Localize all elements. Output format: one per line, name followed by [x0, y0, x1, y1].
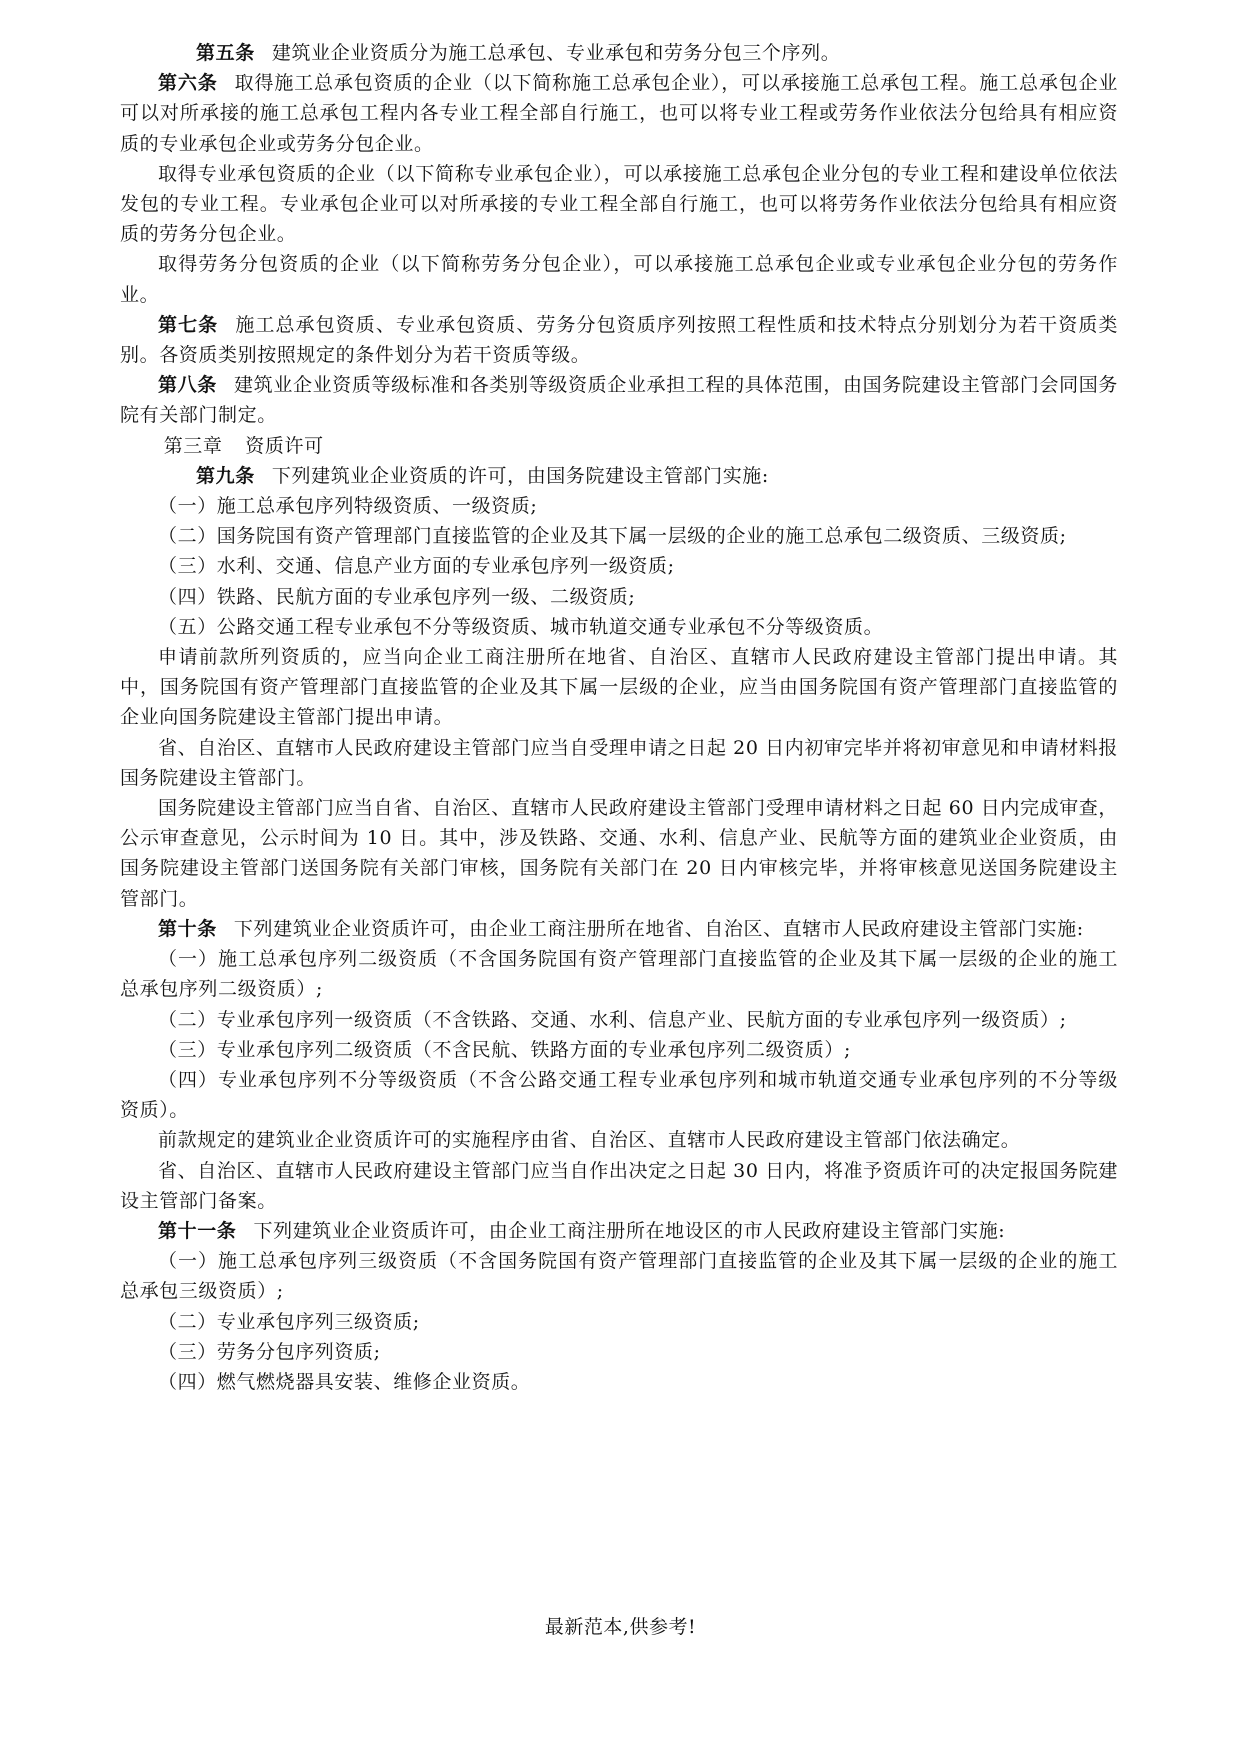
paragraph-text: 取得劳务分包资质的企业（以下简称劳务分包企业），可以承接施工总承包企业或专业承包企业分包的劳务作业。 [120, 253, 1118, 306]
paragraph-text: 取得施工总承包资质的企业（以下简称施工总承包企业），可以承接施工总承包工程。施工总承包企业可以对所承接的施工总承包工程内各专业工程全部自行施工，也可以将专业工程或劳务作业依法分包给具有相应资质的专业承包企业或劳务分包企业。 [120, 72, 1118, 155]
paragraph-text: （三）水利、交通、信息产业方面的专业承包序列一级资质; [158, 555, 675, 578]
paragraph-text: 申请前款所列资质的，应当向企业工商注册所在地省、自治区、直辖市人民政府建设主管部门提出申请。其中，国务院国有资产管理部门直接监管的企业及其下属一层级的企业，应当由国务院国有资产管理部门直接监管的企业向国务院建设主管部门提出申请。 [120, 646, 1118, 729]
paragraph-text: 下列建筑业企业资质许可，由企业工商注册所在地省、自治区、直辖市人民政府建设主管部门实施: [233, 917, 1084, 940]
list-item [120, 1367, 1118, 1397]
chapter-number: 第三章 [163, 434, 223, 457]
paragraph-text: 下列建筑业企业资质的许可，由国务院建设主管部门实施: [271, 464, 769, 487]
article-paragraph [120, 38, 1118, 68]
paragraph-text: 省、自治区、直辖市人民政府建设主管部门应当自作出决定之日起 30 日内，将准予资质许可的决定报国务院建设主管部门备案。 [120, 1159, 1118, 1212]
article-number: 第六条 [158, 72, 218, 95]
page-footer: 最新范本,供参考! [544, 1616, 697, 1638]
paragraph-text: （四）燃气燃烧器具安装、维修企业资质。 [158, 1370, 531, 1393]
paragraph [120, 733, 1118, 793]
article-number: 第九条 [196, 464, 255, 487]
paragraph [120, 793, 1118, 914]
paragraph [120, 1125, 1118, 1155]
document-body [120, 38, 1118, 1397]
list-item [120, 1246, 1118, 1306]
paragraph-text: （一）施工总承包序列三级资质（不含国务院国有资产管理部门直接监管的企业及其下属一层级的企业的施工总承包三级资质）; [120, 1250, 1118, 1303]
paragraph-text: （四）铁路、民航方面的专业承包序列一级、二级资质; [158, 585, 636, 608]
paragraph-text: 省、自治区、直辖市人民政府建设主管部门应当自受理申请之日起 20 日内初审完毕并将初审意见和申请材料报国务院建设主管部门。 [120, 736, 1118, 789]
chapter-title: 资质许可 [245, 434, 324, 457]
list-item [120, 582, 1118, 612]
list-item [120, 1035, 1118, 1065]
chapter-heading [120, 431, 1118, 461]
paragraph-text: 国务院建设主管部门应当自省、自治区、直辖市人民政府建设主管部门受理申请材料之日起 60 日内完成审查，公示审查意见，公示时间为 10 日。其中，涉及铁路、交通、水利、信息产业、民航等方面的建筑业企业资质，由国务院建设主管部门送国务院有关部门审核，国务院有关部门在 20 日内审核完毕，并将审核意见送国务院建设主管部门。 [120, 797, 1118, 910]
paragraph-text: （一）施工总承包序列特级资质、一级资质; [158, 495, 538, 518]
article-number: 第七条 [158, 313, 219, 336]
article-paragraph [120, 914, 1118, 944]
article-number: 第八条 [158, 374, 217, 397]
paragraph [120, 159, 1118, 250]
article-number: 第五条 [196, 42, 255, 64]
paragraph-text: （二）国务院国有资产管理部门直接监管的企业及其下属一层级的企业的施工总承包二级资质、三级资质; [158, 525, 1067, 548]
paragraph [120, 249, 1118, 309]
list-item [120, 521, 1118, 551]
article-paragraph [120, 461, 1118, 491]
list-item [120, 1005, 1118, 1035]
paragraph-text: （一）施工总承包序列二级资质（不含国务院国有资产管理部门直接监管的企业及其下属一层级的企业的施工总承包序列二级资质）; [120, 948, 1118, 1001]
article-number: 第十条 [158, 917, 217, 940]
paragraph-text: （五）公路交通工程专业承包不分等级资质、城市轨道交通专业承包不分等级资质。 [158, 615, 884, 638]
list-item [120, 1337, 1118, 1367]
article-paragraph [120, 310, 1118, 370]
paragraph-text: 施工总承包资质、专业承包资质、劳务分包资质序列按照工程性质和技术特点分别划分为若干资质类别。各资质类别按照规定的条件划分为若干资质等级。 [120, 313, 1118, 367]
list-item [120, 551, 1118, 581]
paragraph-text: 建筑业企业资质分为施工总承包、专业承包和劳务分包三个序列。 [271, 42, 841, 64]
paragraph-text: （二）专业承包序列三级资质; [158, 1310, 420, 1333]
list-item [120, 612, 1118, 642]
paragraph-text: （三）专业承包序列二级资质（不含民航、铁路方面的专业承包序列二级资质）; [158, 1038, 852, 1061]
list-item [120, 1065, 1118, 1125]
article-paragraph [120, 1216, 1118, 1246]
article-number: 第十一条 [158, 1219, 237, 1242]
paragraph-text: 前款规定的建筑业企业资质许可的实施程序由省、自治区、直辖市人民政府建设主管部门依法确定。 [158, 1129, 1021, 1152]
paragraph-text: 下列建筑业企业资质许可，由企业工商注册所在地设区的市人民政府建设主管部门实施: [253, 1219, 1006, 1242]
paragraph [120, 1156, 1118, 1216]
paragraph-text: 取得专业承包资质的企业（以下简称专业承包企业），可以承接施工总承包企业分包的专业工程和建设单位依法发包的专业工程。专业承包企业可以对所承接的专业工程全部自行施工，也可以将劳务作业依法分包给具有相应资质的劳务分包企业。 [120, 162, 1118, 246]
list-item [120, 1307, 1118, 1337]
list-item [120, 491, 1118, 521]
paragraph [120, 642, 1118, 733]
list-item [120, 944, 1118, 1004]
paragraph-text: （四）专业承包序列不分等级资质（不含公路交通工程专业承包序列和城市轨道交通专业承包序列的不分等级资质）。 [120, 1068, 1118, 1122]
article-paragraph [120, 370, 1118, 430]
article-paragraph [120, 68, 1118, 159]
paragraph-text: （三）劳务分包序列资质; [158, 1340, 381, 1363]
paragraph-text: （二）专业承包序列一级资质（不含铁路、交通、水利、信息产业、民航方面的专业承包序列一级资质）; [158, 1008, 1067, 1031]
paragraph-text: 建筑业企业资质等级标准和各类别等级资质企业承担工程的具体范围，由国务院建设主管部门会同国务院有关部门制定。 [120, 374, 1118, 427]
